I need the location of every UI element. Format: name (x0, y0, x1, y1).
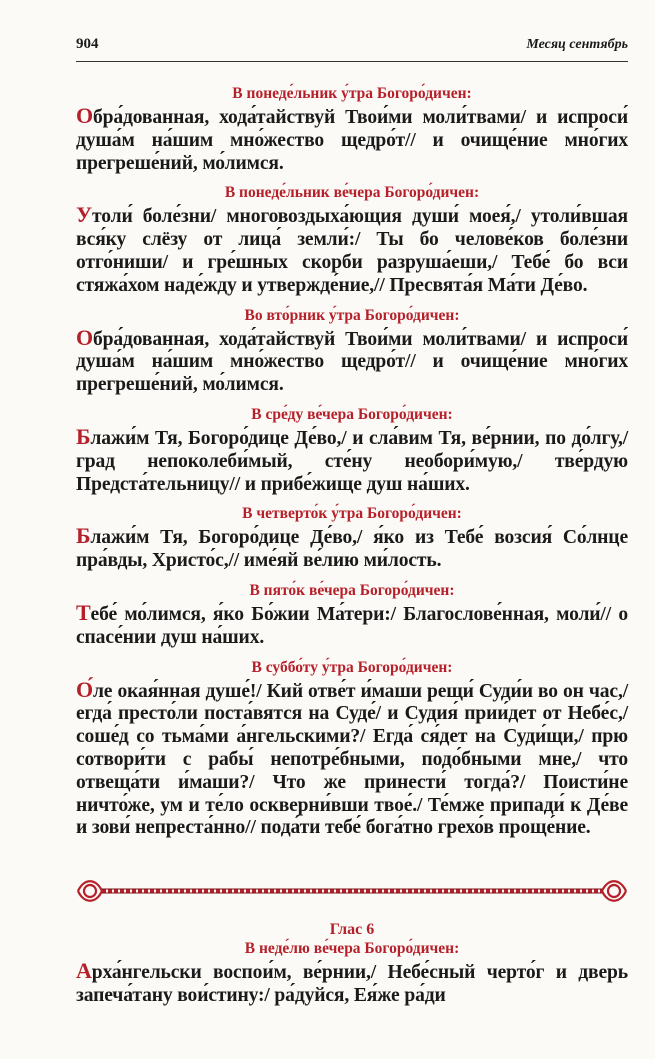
rubric: В сре́ду ве́чера Богоро́дичен: (251, 405, 453, 423)
running-head: Месяц сентябрь (526, 37, 628, 52)
hymn-body: лажи́м Тя, Богоро́дице Де́во,/ я́ко из Тебе́ возсия́ Со́лнце пра́вды, Христо́с,// име́яй ве́лию ми́лость. (76, 527, 628, 572)
initial-letter: Б (76, 523, 91, 549)
tone-heading: Глас 6 (329, 921, 375, 938)
hymn-text (76, 599, 628, 650)
initial-letter: А (76, 958, 92, 983)
rubric: В четверто́к у́тра Богоро́дичен: (242, 505, 462, 523)
section (76, 405, 628, 496)
ornament-divider (76, 876, 628, 906)
section (76, 658, 628, 841)
initial-letter: Т (76, 599, 91, 625)
rubric: В суббо́ту у́тра Богоро́дичен: (251, 658, 453, 676)
section (76, 84, 628, 175)
rubric: В понеде́льник ве́чера Богоро́дичен: (224, 184, 480, 202)
hymn-body: рха́нгельски воспои́м, ве́рнии,/ Небе́сный черто́г и дверь запеча́тану вои́стину:/ ра́дуйся, Ея́же ра́ди (76, 962, 628, 1006)
section (76, 504, 628, 573)
header-rule (76, 61, 628, 62)
hymn-body: лажи́м Тя, Богоро́дице Де́во,/ и сла́вим Тя, ве́рнии, по до́лгу,/ град непоколеби́мый, сте́ну необори́мую,/ тве́рдую Предста́тельницу// и прибе́жище душ на́ших. (76, 427, 628, 495)
hymn-text (76, 324, 628, 397)
rubric: Во вто́рник у́тра Богоро́дичен: (244, 306, 460, 324)
hymn-body: толи́ боле́зни/ многовоздыха́ющия души́ моея́,/ утоли́вшая вся́ку слёзу от лица́ земли́:/ Ты бо челове́ков боле́зни отго́ниши/ и гре́шных скорби разруша́еши,/ Тебе́ бо вси стяжа́хом наде́жду и утвержде́ние,// Пресвята́я Ма́ти Де́во. (76, 206, 628, 296)
section (76, 581, 628, 650)
rubric: В понеде́льник у́тра Богоро́дичен: (232, 85, 472, 102)
hymn-body: бра́дованная, хода́тайствуй Твои́ми моли́твами/ и испроси́ душа́м на́шим мно́жество щедро́т// и очище́ние мно́гих прегреше́ний, мо́лимся. (76, 328, 628, 396)
initial-letter: О́ (76, 676, 93, 702)
initial-letter: О (76, 103, 93, 128)
content (76, 84, 628, 848)
section (76, 306, 628, 397)
hymn-body: ле окая́нная душе́!/ Кий отве́т и́маши рещи́ Суди́и во он час,/ егда́ престо́ли поста́вятся на Суде́/ и Судия́ прии́дет от Небе́с,/ соше́д со тьма́ми а́нгельскими?/ Егда́ ся́дет на Суди́щи,/ прю сотвори́ти с рабы́ непотре́бными, подо́бными мне,/ что отвеща́ти и́маши?/ Что же принести́ тогда́?/ Поисти́не ничто́же, ум и те́ло оскверни́вши твое́./ Те́мже припади́ к Де́ве и зови́ непреста́нно// пода́ти тебе́ бога́тно грехо́в проще́ние. (76, 680, 628, 839)
hymn-text (76, 105, 628, 175)
page-number: 904 (76, 36, 99, 52)
section (76, 183, 628, 297)
hymn-body: бра́дованная, хода́тайствуй Твои́ми моли́твами/ и испроси́ душа́м на́шим мно́жество щедро́т// и очище́ние мно́гих прегреше́ний, мо́лимся. (76, 107, 628, 174)
final-section (76, 920, 628, 1016)
rubric: В неде́лю ве́чера Богоро́дичен: (244, 940, 460, 957)
hymn-text (76, 676, 628, 841)
hymn-text (76, 423, 628, 496)
initial-letter: У (76, 202, 92, 228)
initial-letter: Б (76, 423, 91, 449)
rubric: В пято́к ве́чера Богоро́дичен: (249, 581, 455, 599)
initial-letter: О (76, 324, 93, 350)
hymn-text (76, 960, 628, 1008)
page (76, 36, 628, 1006)
page-header (76, 36, 628, 58)
hymn-body: ебе́ мо́лимся, я́ко Бо́жии Ма́тери:/ Благослове́нная, моли́// о спасе́нии душ на́ших. (76, 603, 628, 648)
hymn-text (76, 525, 628, 573)
hymn-text (76, 204, 628, 297)
ornament-right-knot (602, 881, 626, 901)
ornament-left-knot (78, 881, 102, 901)
